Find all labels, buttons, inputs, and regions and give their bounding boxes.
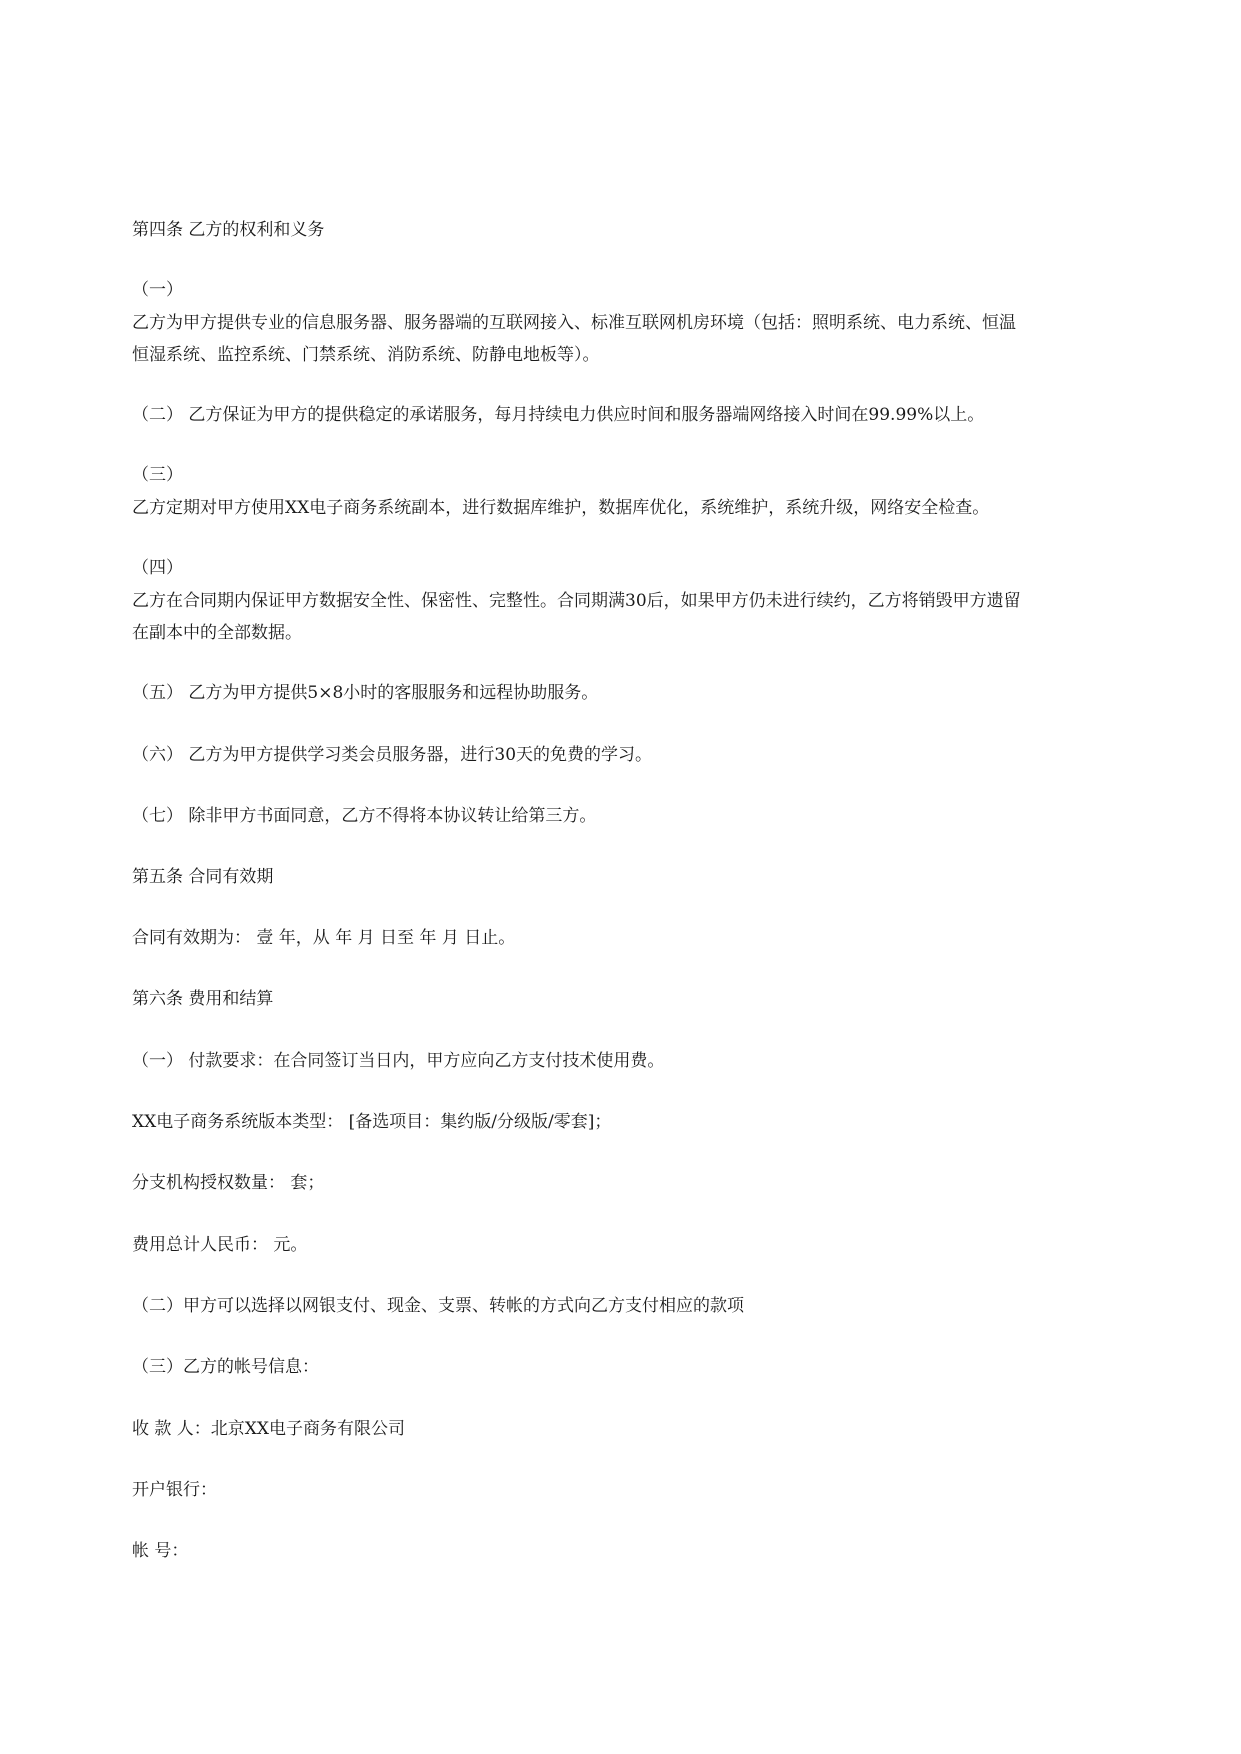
clause-6-text: （六） 乙方为甲方提供学习类会员服务器，进行30天的免费的学习。 [132, 745, 653, 765]
total-fee-text: 费用总计人民币： 元。 [132, 1235, 308, 1255]
payee-text: 收 款 人：北京XX电子商务有限公司 [132, 1419, 406, 1439]
account-info-heading: （三）乙方的帐号信息： [132, 1357, 319, 1377]
clause-5-text: （五） 乙方为甲方提供5×8小时的客服服务和远程协助服务。 [132, 683, 599, 703]
clause-1-text-line-1: 乙方为甲方提供专业的信息服务器、服务器端的互联网接入、标准互联网机房环境（包括：照明系统、电力系统、恒温 [132, 313, 1016, 333]
clause-1-number: （一） [132, 280, 183, 300]
clause-2-text: （二） 乙方保证为甲方的提供稳定的承诺服务，每月持续电力供应时间和服务器端网络接入时间在99.99%以上。 [132, 405, 985, 425]
article-4-heading: 第四条 乙方的权利和义务 [132, 220, 325, 240]
validity-period-text: 合同有效期为： 壹 年，从 年 月 日至 年 月 日止。 [132, 928, 516, 948]
branch-license-count-text: 分支机构授权数量： 套； [132, 1173, 325, 1193]
article-6-heading: 第六条 费用和结算 [132, 989, 274, 1009]
system-version-type-text: XX电子商务系统版本类型： [备选项目：集约版/分级版/零套]； [132, 1112, 612, 1132]
payment-requirement-text: （一） 付款要求：在合同签订当日内，甲方应向乙方支付技术使用费。 [132, 1051, 665, 1071]
clause-3-text: 乙方定期对甲方使用XX电子商务系统副本，进行数据库维护，数据库优化，系统维护，系统升级，网络安全检查。 [132, 498, 990, 518]
article-5-heading: 第五条 合同有效期 [132, 867, 274, 887]
clause-1-text-line-2: 恒湿系统、监控系统、门禁系统、消防系统、防静电地板等）。 [132, 345, 600, 365]
clause-4-text-line-1: 乙方在合同期内保证甲方数据安全性、保密性、完整性。合同期满30后，如果甲方仍未进行续约，乙方将销毁甲方遗留 [132, 591, 1021, 611]
clause-4-text-line-2: 在副本中的全部数据。 [132, 623, 302, 643]
clause-7-text: （七） 除非甲方书面同意，乙方不得将本协议转让给第三方。 [132, 806, 597, 826]
clause-4-number: （四） [132, 558, 183, 578]
bank-text: 开户银行： [132, 1480, 217, 1500]
clause-3-number: （三） [132, 465, 183, 485]
payment-methods-text: （二）甲方可以选择以网银支付、现金、支票、转帐的方式向乙方支付相应的款项 [132, 1296, 744, 1316]
account-number-text: 帐 号： [132, 1541, 189, 1561]
